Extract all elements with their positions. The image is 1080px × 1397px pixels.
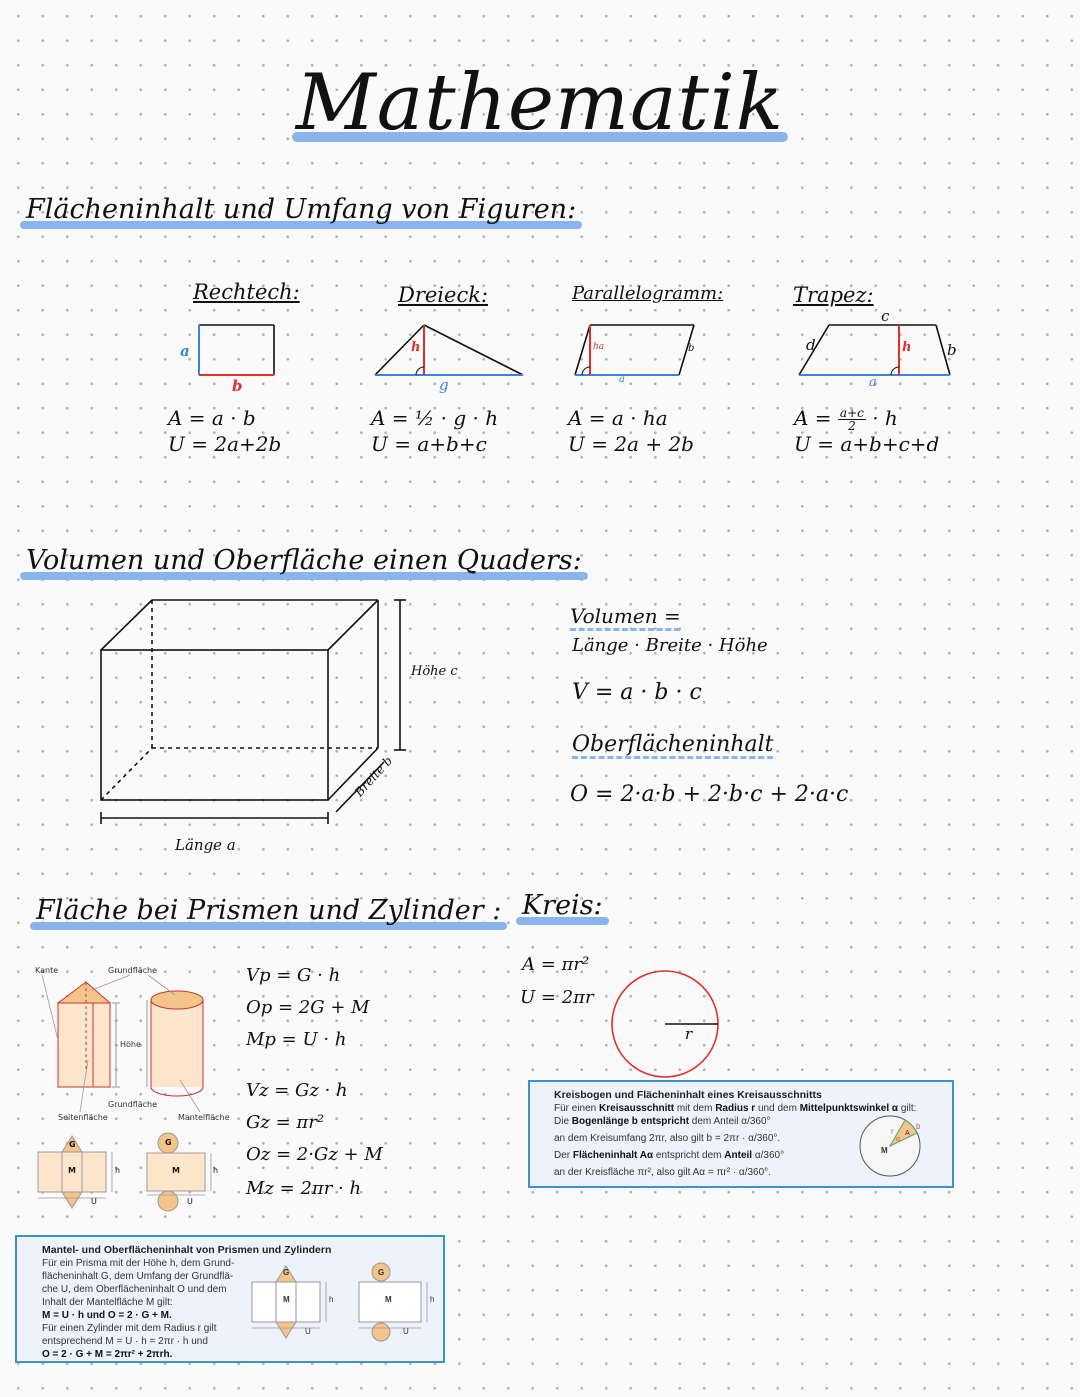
circle-box-l4-a: Der [554, 1150, 573, 1161]
cuboid-width-label: Breite b [352, 753, 396, 800]
label-side-face: Seitenfläche [58, 1113, 108, 1122]
rect-side-a-label: a [180, 342, 190, 360]
circle-box-l1-c: mit dem [674, 1103, 716, 1114]
cylinder-formula-4: Mz = 2πr · h [246, 1178, 362, 1199]
sector-r-label: r [891, 1127, 894, 1136]
circle-box-l1-a: Für einen [554, 1103, 600, 1114]
trapezoid-fraction-num: a+c [839, 406, 864, 420]
surface-title: Oberflächeninhalt [572, 732, 774, 757]
prism-box-u-1: U [305, 1327, 311, 1336]
label-lateral-face: Mantelfläche [178, 1113, 230, 1122]
parallelogram-side-b-label: b [688, 343, 695, 354]
circle-box-l2-c: dem Anteil α/360° [689, 1116, 771, 1127]
circle-box-l4-c: entspricht dem [653, 1150, 725, 1161]
prism-box-h-2: h [430, 1295, 435, 1304]
cuboid-length-label: Länge a [175, 836, 236, 854]
volume-title: Volumen = [570, 604, 681, 628]
prism-box-m-2: M [385, 1295, 392, 1304]
surface-formula: O = 2·a·b + 2·b·c + 2·a·c [570, 782, 849, 807]
prism-box-m-1: M [283, 1295, 290, 1304]
circle-box-l2-b: Bogenlänge b entspricht [571, 1116, 690, 1127]
section-heading-figures: Flächeninhalt und Umfang von Figuren: [26, 194, 577, 225]
label-base-area-2: Grundfläche [108, 1100, 158, 1109]
trapezoid-height-label: h [902, 340, 912, 355]
trapezoid-base-label: a [869, 375, 877, 390]
sector-a-label: A [905, 1130, 910, 1137]
prism-box-line-3: che U, dem Oberflächeninhalt O und dem [42, 1284, 227, 1295]
parallelogram-area-formula: A = a · ha [568, 406, 668, 430]
volume-words: Länge · Breite · Höhe [572, 635, 768, 656]
circle-box-line-5: an der Kreisfläche πr², also gilt Aα = πr² · α/360°. [554, 1167, 771, 1178]
prism-box-line-6: entsprechend M = U · h = 2πr · h und [42, 1336, 208, 1347]
circle-box-l1-g: gilt: [898, 1103, 917, 1114]
triangle-height-label: h [411, 340, 421, 355]
circle-perimeter-formula: U = 2πr [520, 987, 594, 1008]
sector-alpha-label: α [896, 1136, 901, 1143]
rect-side-b-label: b [232, 377, 243, 395]
section-heading-cuboid: Volumen und Oberfläche einen Quaders: [26, 545, 582, 576]
circle-box-l4-e: α/360° [752, 1150, 785, 1161]
cylinder-net-h: h [213, 1166, 219, 1175]
prism-formula-3: Mp = U · h [246, 1029, 347, 1050]
volume-formula: V = a · b · c [572, 680, 702, 705]
label-base-area: Grundfläche [108, 966, 158, 975]
trapezoid-left-label: d [806, 336, 816, 354]
circle-box-line-3: an dem Kreisumfang 2πr, also gilt b = 2πr · α/360°. [554, 1133, 781, 1144]
circle-sector-info-box [528, 1080, 954, 1188]
prism-box-g-2: G [378, 1268, 385, 1277]
prism-net-g: G [69, 1140, 76, 1149]
circle-box-title: Kreisbogen und Flächeninhalt eines Kreisausschnitts [554, 1089, 822, 1101]
cylinder-formula-3: Oz = 2·Gz + M [246, 1144, 383, 1165]
cylinder-formula-2: Gz = πr² [246, 1112, 325, 1133]
prism-box-formula-2: O = 2 · G + M = 2πr² + 2πrh. [42, 1349, 173, 1360]
parallelogram-heading: Parallelogramm: [572, 283, 724, 304]
circle-box-l1-e: und dem [755, 1103, 800, 1114]
sector-b-label: b [916, 1122, 921, 1131]
rect-area-formula: A = a · b [168, 406, 256, 430]
triangle-heading: Dreieck: [398, 283, 489, 307]
trapezoid-right-label: b [947, 341, 957, 359]
sector-m-label: M [881, 1146, 888, 1155]
prism-formula-2: Op = 2G + M [246, 997, 370, 1018]
rect-heading: Rechtech: [193, 280, 300, 304]
prism-box-formula-1: M = U · h und O = 2 · G + M. [42, 1310, 172, 1321]
triangle-perimeter-formula: U = a+b+c [371, 432, 487, 456]
cylinder-net-m: M [172, 1166, 180, 1175]
trapezoid-fraction-den: 2 [848, 419, 856, 433]
prism-box-line-2: flächeninhalt G, dem Umfang der Grundflä- [42, 1271, 234, 1282]
prism-info-box [15, 1235, 445, 1363]
prism-net-m: M [68, 1166, 76, 1175]
prism-net-u: U [91, 1197, 97, 1206]
parallelogram-perimeter-formula: U = 2a + 2b [568, 432, 694, 456]
section-heading-circle: Kreis: [522, 890, 603, 921]
circle-area-formula: A = πr² [522, 954, 590, 975]
trapezoid-heading: Trapez: [793, 283, 874, 307]
triangle-area-formula: A = ½ · g · h [371, 406, 499, 430]
trapezoid-top-label: c [881, 307, 890, 325]
circle-box-l2-a: Die [554, 1116, 572, 1127]
cuboid-height-label: Höhe c [411, 664, 458, 679]
sector-figure [858, 1114, 922, 1178]
label-edge: Kante [35, 966, 59, 975]
parallelogram-base-label: a [619, 374, 625, 385]
trapezoid-perimeter-formula: U = a+b+c+d [794, 432, 940, 456]
trapezoid-area-suffix: · h [872, 406, 898, 430]
circle-radius-label: r [685, 1025, 693, 1043]
label-height: Höhe [120, 1040, 141, 1049]
prism-box-line-5: Für einen Zylinder mit dem Radius r gilt [42, 1323, 217, 1334]
circle-box-l1-b: Kreisausschnitt [599, 1103, 675, 1114]
prism-net-h: h [115, 1166, 121, 1175]
prism-box-line-1: Für ein Prisma mit der Höhe h, dem Grund- [42, 1258, 235, 1269]
circle-box-line-4 [554, 1149, 784, 1162]
cylinder-formula-1: Vz = Gz · h [246, 1080, 348, 1101]
circle-box-l4-d: Anteil [724, 1150, 753, 1161]
parallelogram-height-label: ha [593, 342, 605, 352]
prism-box-g-1: G [283, 1268, 290, 1277]
circle-box-l1-d: Radius r [715, 1103, 756, 1114]
trapezoid-area-prefix: A = [794, 406, 832, 430]
page-title-text: Mathematik [295, 58, 785, 148]
prism-box-line-4: Inhalt der Mantelfläche M gilt: [42, 1297, 173, 1308]
rect-perimeter-formula: U = 2a+2b [168, 432, 282, 456]
prism-box-nets [247, 1262, 437, 1357]
prism-formula-1: Vp = G · h [246, 965, 341, 986]
circle-box-l4-b: Flächeninhalt Aα [572, 1150, 654, 1161]
prism-box-h-1: h [329, 1295, 334, 1304]
triangle-base-label: g [439, 376, 449, 394]
circle-box-l1-f: Mittelpunktswinkel α [799, 1103, 899, 1114]
prism-box-title: Mantel- und Oberflächeninhalt von Prismen und Zylindern [42, 1244, 332, 1256]
circle-box-line-2 [554, 1115, 771, 1128]
cylinder-net-u: U [187, 1197, 193, 1206]
section-heading-prism: Fläche bei Prismen und Zylinder : [36, 895, 502, 926]
cylinder-net-g: G [165, 1138, 172, 1147]
prism-box-u-2: U [403, 1327, 409, 1336]
